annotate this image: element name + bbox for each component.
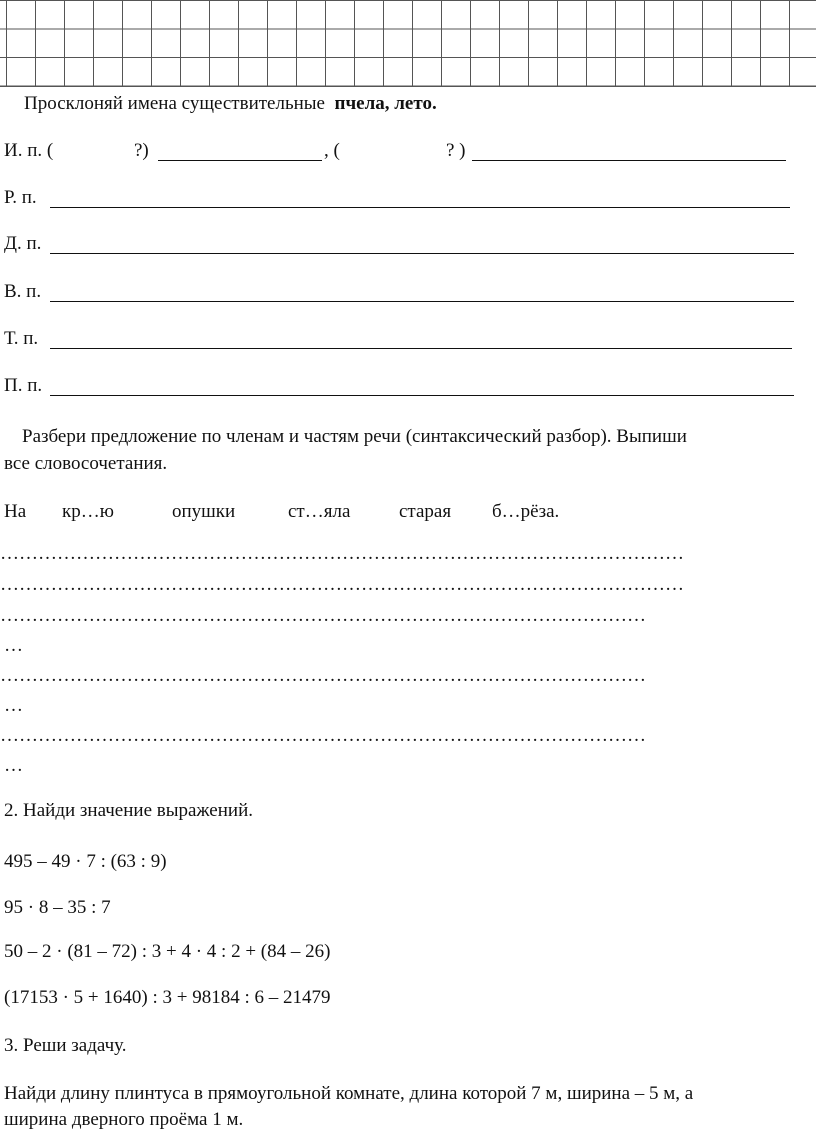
problem-text-line2: ширина дверного проёма 1 м. <box>4 1109 244 1130</box>
answer-line-ins[interactable] <box>50 348 792 349</box>
case-dat-label: Д. п. <box>4 233 42 254</box>
word-leto: лето. <box>394 93 437 114</box>
sentence-word: б…рёза. <box>492 501 560 522</box>
case-nom-label: И. п. ( <box>4 140 54 161</box>
answer-line-nom-1[interactable] <box>158 160 322 161</box>
case-ins-label: Т. п. <box>4 328 39 349</box>
comma: , <box>384 93 390 114</box>
case-nom-sep: , ( <box>324 140 340 161</box>
answer-line-nom-2[interactable] <box>472 160 786 161</box>
ellipsis: … <box>4 755 23 776</box>
ellipsis: … <box>4 695 23 716</box>
math-expression: 95 · 8 – 35 : 7 <box>4 897 111 918</box>
sentence-word: кр…ю <box>62 501 114 522</box>
sentence-word: На <box>4 501 27 522</box>
math-expression: (17153 · 5 + 1640) : 3 + 98184 : 6 – 21479 <box>4 987 331 1008</box>
parse-instruction-line1: Разбери предложение по членам и частям речи (синтаксический разбор). Выпиши <box>22 426 687 447</box>
case-nom-q2: ? ) <box>446 140 466 161</box>
sentence-word: старая <box>399 501 452 522</box>
dotted-answer-line[interactable]: ………………………………………………………………………………………… <box>0 725 646 746</box>
case-pre-label: П. п. <box>4 375 43 396</box>
answer-line-pre[interactable] <box>50 395 794 396</box>
case-nom-q1: ?) <box>134 140 149 161</box>
header-grid <box>0 0 816 87</box>
sentence-word: опушки <box>172 501 236 522</box>
sentence-word: ст…яла <box>288 501 351 522</box>
dotted-answer-line[interactable]: ……………………………………………………………………………………………… <box>0 543 684 564</box>
case-gen-label: Р. п. <box>4 187 37 208</box>
math-expression: 50 – 2 · (81 – 72) : 3 + 4 · 4 : 2 + (84 – 26) <box>4 941 331 962</box>
answer-line-dat[interactable] <box>50 253 794 254</box>
ellipsis: … <box>4 635 23 656</box>
parse-instruction-line2: все словосочетания. <box>4 453 168 474</box>
math-task-title: 2. Найди значение выражений. <box>4 800 253 821</box>
answer-line-acc[interactable] <box>50 301 794 302</box>
word-pchela: пчела <box>334 93 385 114</box>
dotted-answer-line[interactable]: ………………………………………………………………………………………… <box>0 605 646 626</box>
declension-instruction <box>24 92 437 116</box>
dotted-answer-line[interactable]: ………………………………………………………………………………………… <box>0 665 646 686</box>
instruction-text: Просклоняй имена существительные <box>24 93 325 114</box>
problem-task-title: 3. Реши задачу. <box>4 1035 127 1056</box>
answer-line-gen[interactable] <box>50 207 790 208</box>
dotted-answer-line[interactable]: ……………………………………………………………………………………………… <box>0 574 684 595</box>
problem-text-line1: Найди длину плинтуса в прямоугольной комнате, длина которой 7 м, ширина – 5 м, а <box>4 1083 694 1104</box>
case-acc-label: В. п. <box>4 281 42 302</box>
math-expression: 495 – 49 · 7 : (63 : 9) <box>4 851 167 872</box>
